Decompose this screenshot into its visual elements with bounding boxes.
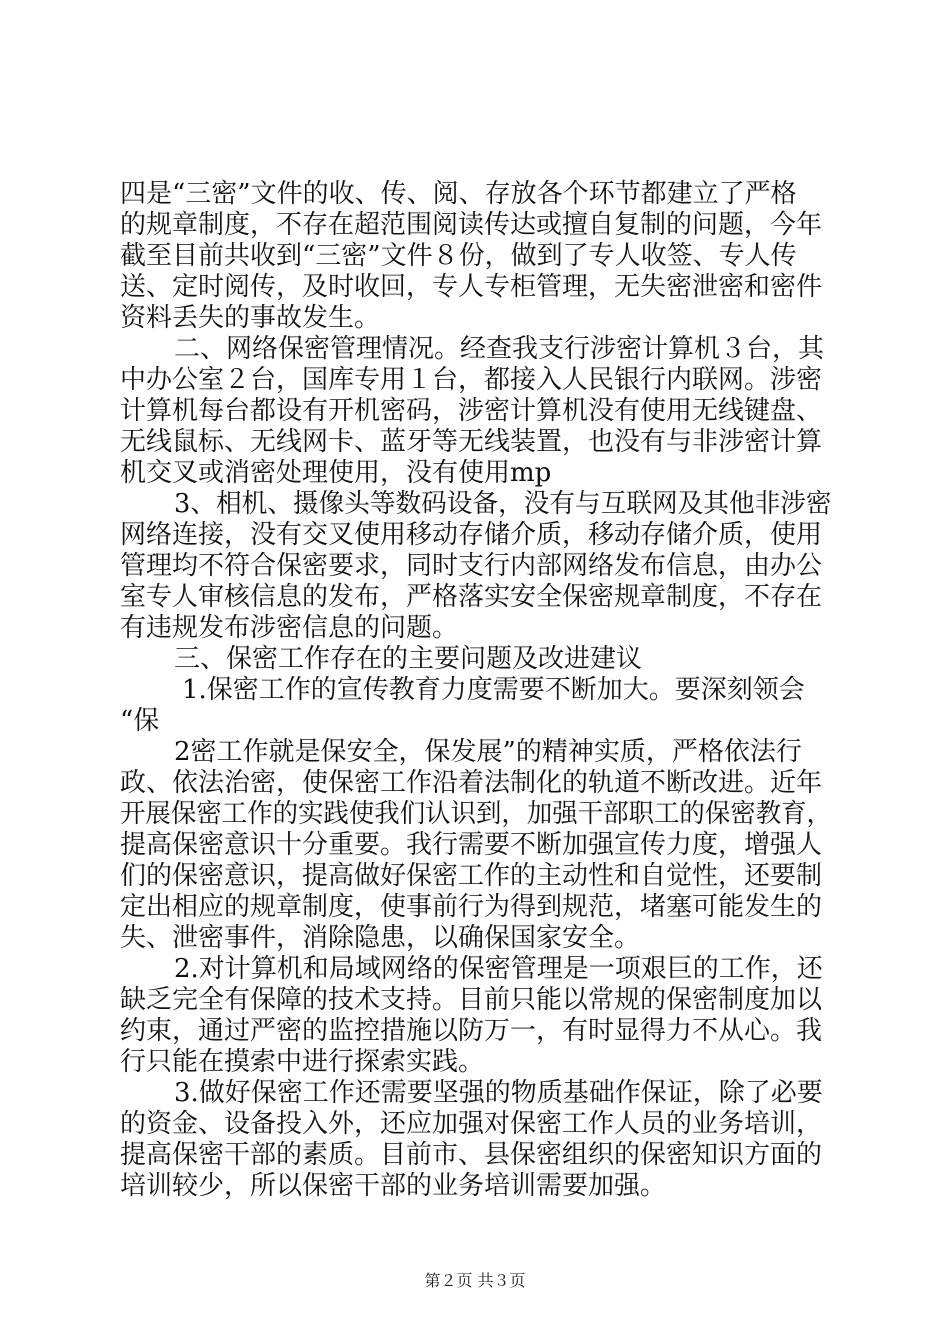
text-line: 送、定时阅传，及时收回，专人专柜管理，无失密泄密和密件 — [120, 272, 823, 302]
text-line: 约束，通过严密的监控措施以防万一，有时显得力不从心。我 — [120, 1016, 823, 1046]
text-line: 提高保密意识十分重要。我行需要不断加强宣传力度，增强人 — [120, 830, 823, 860]
text-line: 提高保密干部的素质。目前市、县保密组织的保密知识方面的 — [120, 1140, 823, 1170]
text-line: 管理均不符合保密要求，同时支行内部网络发布信息，由办公 — [120, 551, 823, 581]
text-line: 截至目前共收到“三密”文件８份，做到了专人收签、专人传 — [120, 241, 797, 271]
text-line: 计算机每台都设有开机密码，涉密计算机没有使用无线键盘、 — [120, 396, 823, 426]
list-item-heading: 3.做好保密工作还需要坚强的物质基础作保证，除了必要 — [174, 1078, 823, 1108]
text-line: 3、相机、摄像头等数码设备，没有与互联网及其他非涉密 — [174, 489, 832, 519]
text-line: 有违规发布涉密信息的问题。 — [120, 613, 459, 643]
text-line: 2密工作就是保安全，保发展”的精神实质，严格依法行 — [174, 737, 802, 767]
text-line: 的规章制度，不存在超范围阅读传达或擅自复制的问题，今年 — [120, 210, 823, 240]
text-line: 培训较少，所以保密干部的业务培训需要加强。 — [120, 1171, 667, 1201]
text-line: 缺乏完全有保障的技术支持。目前只能以常规的保密制度加以 — [120, 985, 823, 1015]
text-line: 行只能在摸索中进行探索实践。 — [120, 1047, 485, 1077]
text-line: 中办公室２台，国库专用１台，都接入人民银行内联网。涉密 — [120, 365, 823, 395]
text-line: 室专人审核信息的发布，严格落实安全保密规章制度，不存在 — [120, 582, 823, 612]
page-number-footer: 第２页 共３页 — [424, 1271, 526, 1290]
text-line: 定出相应的规章制度，使事前行为得到规范，堵塞可能发生的 — [120, 892, 823, 922]
list-item-heading: 2.对计算机和局域网络的保密管理是一项艰巨的工作，还 — [174, 954, 823, 984]
text-line: 无线鼠标、无线网卡、蓝牙等无线装置，也没有与非涉密计算 — [120, 427, 823, 457]
text-line: 的资金、设备投入外，还应加强对保密工作人员的业务培训， — [120, 1109, 823, 1139]
text-line: “保 — [120, 706, 160, 736]
text-line: 政、依法治密，使保密工作沿着法制化的轨道不断改进。近年 — [120, 768, 823, 798]
text-line: 失、泄密事件，消除隐患，以确保国家安全。 — [120, 923, 641, 953]
text-line: 机交叉或消密处理使用，没有使用mp — [120, 458, 552, 488]
section-heading: 二、网络保密管理情况。经查我支行涉密计算机３台，其 — [174, 334, 825, 364]
text-line: 网络连接，没有交叉使用移动存储介质，移动存储介质，使用 — [120, 520, 823, 550]
text-line: 资料丢失的事故发生。 — [120, 303, 381, 333]
text-line: 们的保密意识，提高做好保密工作的主动性和自觉性，还要制 — [120, 861, 823, 891]
section-heading: 三、保密工作存在的主要问题及改进建议 — [174, 644, 643, 674]
list-item-heading: 1.保密工作的宣传教育力度需要不断加大。要深刻领会 — [182, 675, 805, 705]
text-line: 四是“三密”文件的收、传、阅、存放各个环节都建立了严格 — [120, 179, 797, 209]
text-line: 开展保密工作的实践使我们认识到，加强干部职工的保密教育， — [120, 799, 832, 829]
